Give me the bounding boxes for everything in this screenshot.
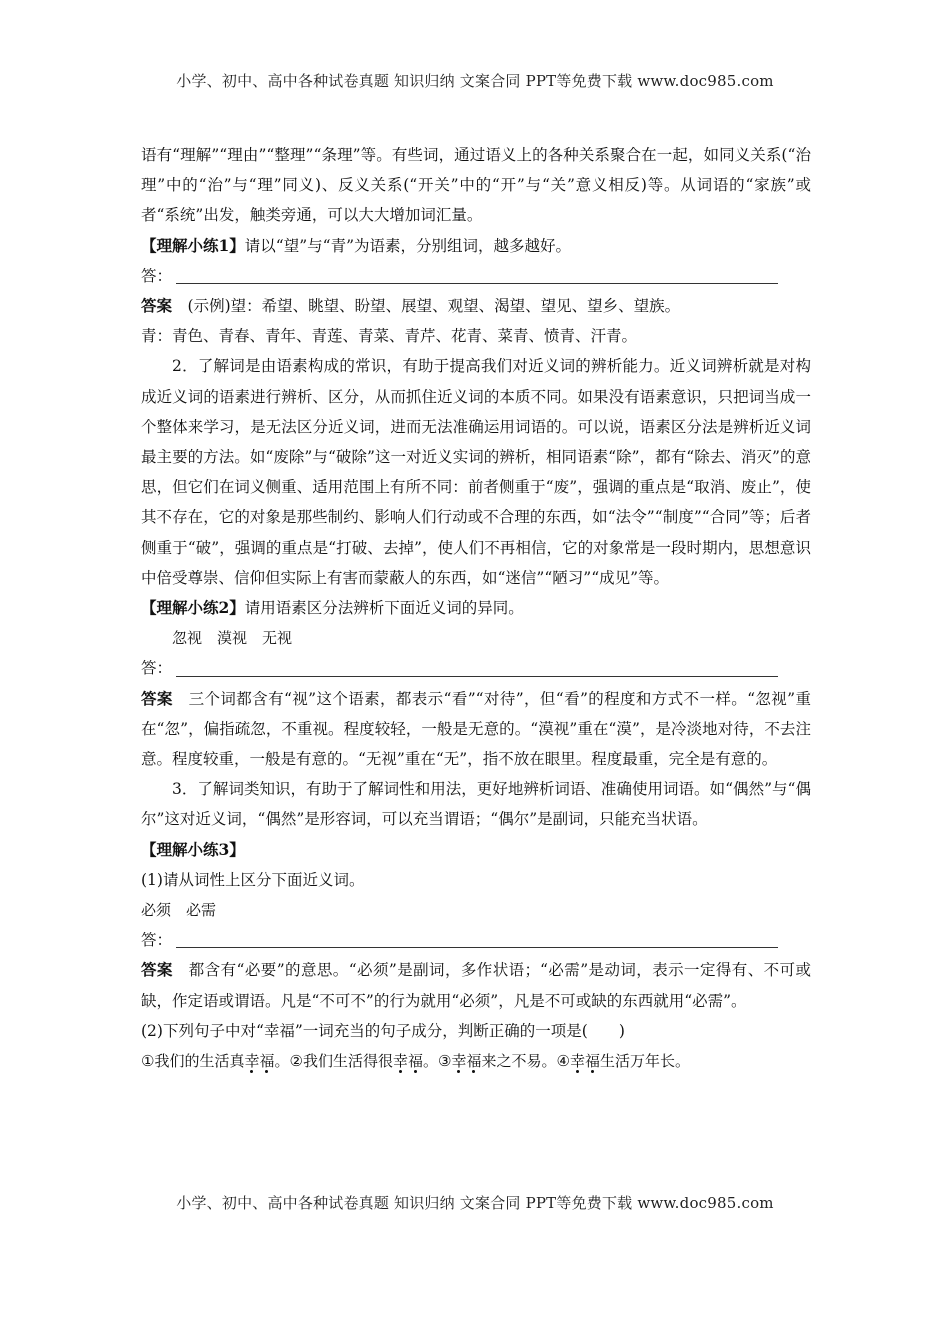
- sentence-4: [557, 1052, 691, 1070]
- emphasized-char: 福: [407, 1052, 423, 1071]
- answer-prompt: 答：: [141, 659, 173, 678]
- emphasized-char: 幸: [569, 1052, 585, 1071]
- practice2-words: 忽视 漠视 无视: [172, 629, 293, 648]
- practice1-answer-text: (示例)望：希望、眺望、盼望、展望、观望、渴望、望见、望乡、望族。: [187, 297, 681, 316]
- sentence-text: ①我们的生活真: [141, 1052, 245, 1071]
- practice2-answer-text: 三个词都含有“视”这个语素，都表示“看”“对待”，但“看”的程度和方式不一样。“忽视”重在“忽”，偏指疏忽，不重视。程度较轻，一般是无意的。“漠视”重在“漠”，是冷淡地对待，不去注意。程度较重，一般是有意的。“无视”重在“无”，指不放在眼里。程度最重，完全是有意的。: [141, 689, 811, 769]
- intro-paragraph: 语有“理解”“理由”“整理”“条理”等。有些词，通过语义上的各种关系聚合在一起，如同义关系(“治理”中的“治”与“理”同义)、反义关系(“开关”中的“开”与“关”意义相反)等。从词语的“家族”或者“系统”出发，触类旁通，可以大大增加词汇量。: [141, 146, 811, 225]
- practice1-answer-line[interactable]: [141, 261, 811, 291]
- practice2-question: [141, 593, 811, 623]
- emphasized-char: 幸: [392, 1052, 408, 1071]
- emphasized-char: 福: [466, 1052, 482, 1071]
- practice1-label: 【理解小练1】: [141, 235, 245, 255]
- practice3-sentences: [141, 1046, 811, 1076]
- answer-label: 答案: [141, 688, 173, 708]
- emphasized-char: 幸: [244, 1052, 260, 1071]
- practice3-words: 必须 必需: [141, 901, 217, 920]
- answer-prompt: 答：: [141, 931, 173, 950]
- answer-blank[interactable]: [176, 660, 778, 677]
- practice1-answer: [141, 291, 811, 321]
- emphasized-char: 福: [584, 1052, 600, 1071]
- practice3-label: 【理解小练3】: [141, 839, 245, 859]
- practice2-question-text: 请用语素区分法辨析下面近义词的异同。: [244, 599, 524, 618]
- sentence-text: 。: [274, 1052, 290, 1071]
- answer-blank[interactable]: [176, 931, 778, 948]
- sentence-2: [290, 1052, 439, 1070]
- practice2-answer: [141, 684, 811, 775]
- practice2-label: 【理解小练2】: [141, 598, 245, 618]
- sentence-text: 来之不易。: [481, 1052, 557, 1071]
- page-footer: 小学、初中、高中各种试卷真题 知识归纳 文案合同 PPT等免费下载 www.doc985.com: [176, 1194, 774, 1212]
- practice1-question: [141, 231, 811, 261]
- answer-label: 答案: [141, 960, 173, 980]
- practice2-answer-line[interactable]: [141, 653, 811, 683]
- sentence-text: 。: [422, 1052, 438, 1071]
- sentence-3: [438, 1052, 557, 1070]
- practice1-answer-cont: 青：青色、青春、青年、青莲、青菜、青芹、花青、菜青、愤青、汗青。: [141, 327, 638, 346]
- emphasized-char: 福: [259, 1052, 275, 1071]
- practice3-answer: [141, 955, 811, 1015]
- answer-label: 答案: [141, 296, 173, 316]
- practice3-answer-text: 都含有“必要”的意思。“必须”是副词，多作状语；“必需”是动词，表示一定得有、不可或缺，作定语或谓语。凡是“不可不”的行为就用“必须”，凡是不可或缺的东西就用“必需”。: [141, 961, 811, 1010]
- document-body: [141, 140, 811, 1076]
- sentence-1: [141, 1052, 290, 1070]
- answer-blank[interactable]: [176, 267, 778, 284]
- practice1-question-text: 请以“望”与“青”为语素，分别组词，越多越好。: [244, 236, 571, 255]
- section3-paragraph: 3．了解词类知识，有助于了解词性和用法，更好地辨析词语、准确使用词语。如“偶然”与“偶尔”这对近义词，“偶然”是形容词，可以充当谓语；“偶尔”是副词，只能充当状语。: [141, 780, 811, 829]
- sentence-text: ④: [556, 1052, 570, 1071]
- sentence-text: 生活万年长。: [599, 1052, 690, 1071]
- sentence-text: ③: [438, 1052, 452, 1071]
- sentence-text: ②我们生活得很: [289, 1052, 393, 1071]
- practice3-answer-line[interactable]: [141, 925, 811, 955]
- emphasized-char: 幸: [451, 1052, 467, 1071]
- answer-prompt: 答：: [141, 266, 173, 285]
- practice3-q1: (1)请从词性上区分下面近义词。: [141, 870, 365, 889]
- page-header: 小学、初中、高中各种试卷真题 知识归纳 文案合同 PPT等免费下载 www.doc985.com: [176, 72, 774, 90]
- practice3-q2: (2)下列句子中对“幸福”一词充当的句子成分，判断正确的一项是( ): [141, 1021, 625, 1040]
- section2-paragraph: 2．了解词是由语素构成的常识，有助于提高我们对近义词的辨析能力。近义词辨析就是对构成近义词的语素进行辨析、区分，从而抓住近义词的本质不同。如果没有语素意识，只把词当成一个整体来学习，是无法区分近义词，进而无法准确运用词语的。可以说，语素区分法是辨析近义词最主要的方法。如“废除”与“破除”这一对近义实词的辨析，相同语素“除”，都有“除去、消灭”的意思，但它们在词义侧重、适用范围上有所不同：前者侧重于“废”，强调的重点是“取消、废止”，使其不存在，它的对象是那些制约、影响人们行动或不合理的东西，如“法令”“制度”“合同”等；后者侧重于“破”，强调的重点是“打破、去掉”，使人们不再相信，它的对象常是一段时期内，思想意识中倍受尊崇、信仰但实际上有害而蒙蔽人的东西，如“迷信”“陋习”“成见”等。: [141, 357, 811, 587]
